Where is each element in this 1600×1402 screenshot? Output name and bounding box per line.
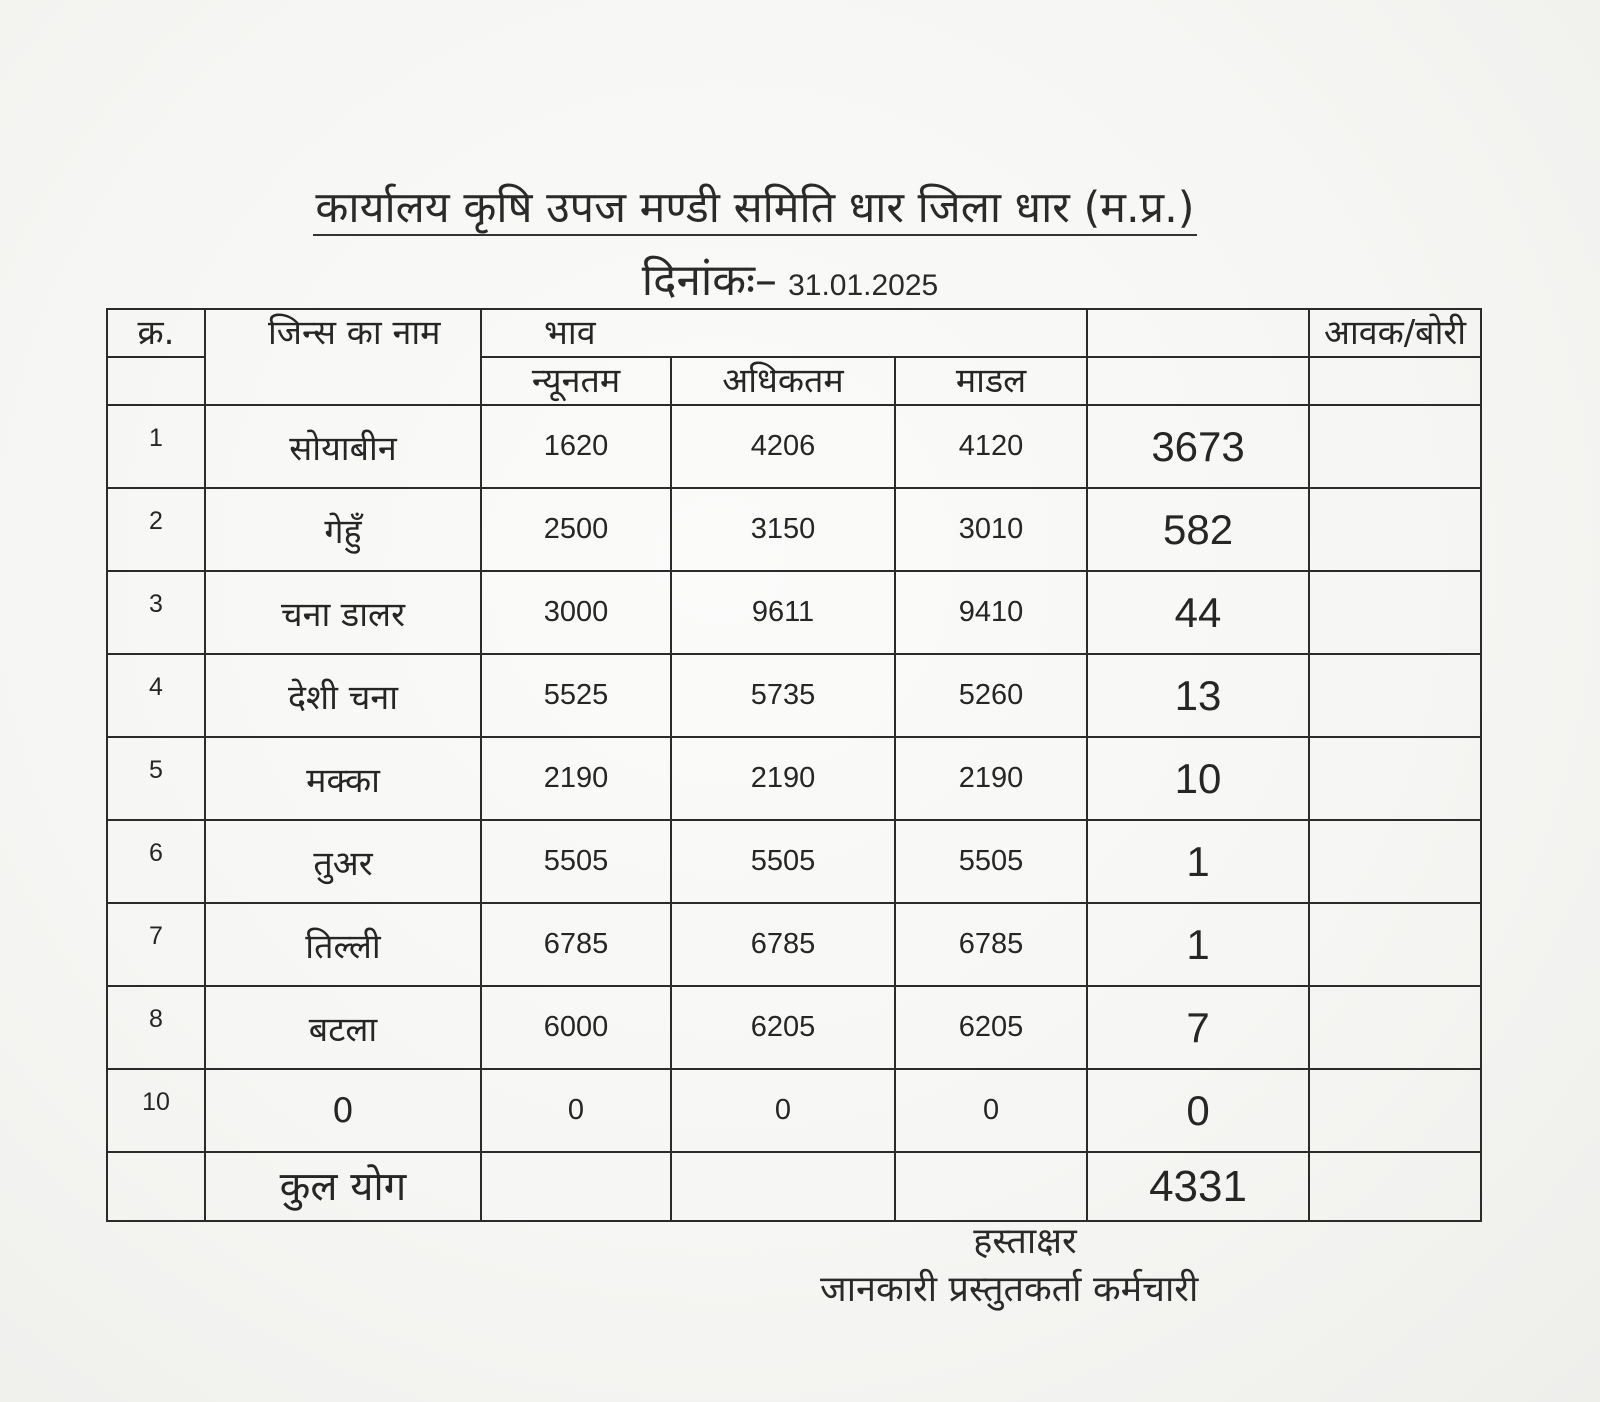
mandi-rates-table	[106, 308, 1482, 1222]
row-min-price: 0	[481, 1069, 671, 1152]
row-commodity-name: चना डालर	[205, 571, 481, 654]
date-value: 31.01.2025	[788, 269, 939, 302]
row-max-price: 6205	[671, 986, 895, 1069]
row-model-price: 3010	[895, 488, 1087, 571]
row-model-price: 6785	[895, 903, 1087, 986]
row-arrival: 10	[1087, 737, 1309, 820]
table-row	[107, 654, 1481, 737]
row-sr-no: 6	[107, 820, 205, 903]
row-model-price: 4120	[895, 405, 1087, 488]
row-model-price: 2190	[895, 737, 1087, 820]
row-arrival: 582	[1087, 488, 1309, 571]
row-extra-blank	[1309, 986, 1481, 1069]
row-extra-blank	[1309, 571, 1481, 654]
header-model: माडल	[895, 357, 1087, 405]
row-min-price: 1620	[481, 405, 671, 488]
row-model-price: 9410	[895, 571, 1087, 654]
row-max-price: 0	[671, 1069, 895, 1152]
row-model-price: 5505	[895, 820, 1087, 903]
table-body	[107, 405, 1481, 1152]
row-sr-no: 2	[107, 488, 205, 571]
total-min-blank	[481, 1152, 671, 1221]
date-label: दिनांकः–	[641, 255, 777, 306]
row-max-price: 6785	[671, 903, 895, 986]
table-row	[107, 488, 1481, 571]
header-price-group: भाव	[481, 309, 1087, 357]
row-arrival: 3673	[1087, 405, 1309, 488]
row-min-price: 5505	[481, 820, 671, 903]
row-arrival: 0	[1087, 1069, 1309, 1152]
table-row	[107, 571, 1481, 654]
row-arrival: 1	[1087, 903, 1309, 986]
total-max-blank	[671, 1152, 895, 1221]
row-max-price: 5735	[671, 654, 895, 737]
table-row	[107, 737, 1481, 820]
header-min: न्यूनतम	[481, 357, 671, 405]
row-arrival: 44	[1087, 571, 1309, 654]
row-arrival: 13	[1087, 654, 1309, 737]
row-sr-no: 3	[107, 571, 205, 654]
row-extra-blank	[1309, 903, 1481, 986]
total-sr-blank	[107, 1152, 205, 1221]
header-max: अधिकतम	[671, 357, 895, 405]
row-sr-no: 5	[107, 737, 205, 820]
row-commodity-name: सोयाबीन	[205, 405, 481, 488]
total-model-blank	[895, 1152, 1087, 1221]
row-commodity-name: बटला	[205, 986, 481, 1069]
header-row-1	[107, 309, 1481, 357]
row-extra-blank	[1309, 737, 1481, 820]
total-label: कुल योग	[205, 1152, 481, 1221]
row-min-price: 5525	[481, 654, 671, 737]
table-row	[107, 986, 1481, 1069]
row-min-price: 6000	[481, 986, 671, 1069]
row-commodity-name: 0	[205, 1069, 481, 1152]
row-commodity-name: गेहुँ	[205, 488, 481, 571]
row-min-price: 2190	[481, 737, 671, 820]
row-model-price: 5260	[895, 654, 1087, 737]
row-commodity-name: तुअर	[205, 820, 481, 903]
header-commodity: जिन्स का नाम	[205, 309, 481, 405]
signature-block	[820, 1218, 1260, 1314]
row-commodity-name: मक्का	[205, 737, 481, 820]
table-row	[107, 820, 1481, 903]
row-sr-no: 1	[107, 405, 205, 488]
table-row	[107, 903, 1481, 986]
document-title	[0, 180, 1510, 236]
row-commodity-name: तिल्ली	[205, 903, 481, 986]
row-max-price: 5505	[671, 820, 895, 903]
total-extra-blank	[1309, 1152, 1481, 1221]
row-extra-blank	[1309, 405, 1481, 488]
row-extra-blank	[1309, 488, 1481, 571]
row-extra-blank	[1309, 1069, 1481, 1152]
row-max-price: 2190	[671, 737, 895, 820]
row-arrival: 1	[1087, 820, 1309, 903]
row-max-price: 3150	[671, 488, 895, 571]
row-min-price: 6785	[481, 903, 671, 986]
total-row	[107, 1152, 1481, 1221]
signature-title: हस्ताक्षर	[973, 1221, 1077, 1262]
table-row	[107, 405, 1481, 488]
row-sr-no: 10	[107, 1069, 205, 1152]
row-model-price: 0	[895, 1069, 1087, 1152]
office-title-text: कार्यालय कृषि उपज मण्डी समिति धार जिला धार (म.प्र.)	[313, 183, 1196, 236]
header-arrival: आवक/बोरी	[1309, 309, 1481, 357]
date-line	[0, 248, 1580, 308]
header-extra-blank	[1309, 357, 1481, 405]
header-empty-1	[1087, 309, 1309, 357]
signature-role: जानकारी प्रस्तुतकर्ता कर्मचारी	[820, 1269, 1199, 1310]
row-min-price: 2500	[481, 488, 671, 571]
row-sr-no: 4	[107, 654, 205, 737]
row-arrival: 7	[1087, 986, 1309, 1069]
row-max-price: 4206	[671, 405, 895, 488]
row-sr-no: 7	[107, 903, 205, 986]
header-arrival-blank	[1087, 357, 1309, 405]
row-min-price: 3000	[481, 571, 671, 654]
total-arrival: 4331	[1087, 1152, 1309, 1221]
header-sr-no-blank	[107, 357, 205, 405]
row-sr-no: 8	[107, 986, 205, 1069]
row-extra-blank	[1309, 820, 1481, 903]
header-sr-no: क्र.	[107, 309, 205, 357]
row-extra-blank	[1309, 654, 1481, 737]
row-model-price: 6205	[895, 986, 1087, 1069]
row-commodity-name: देशी चना	[205, 654, 481, 737]
table-row	[107, 1069, 1481, 1152]
row-max-price: 9611	[671, 571, 895, 654]
